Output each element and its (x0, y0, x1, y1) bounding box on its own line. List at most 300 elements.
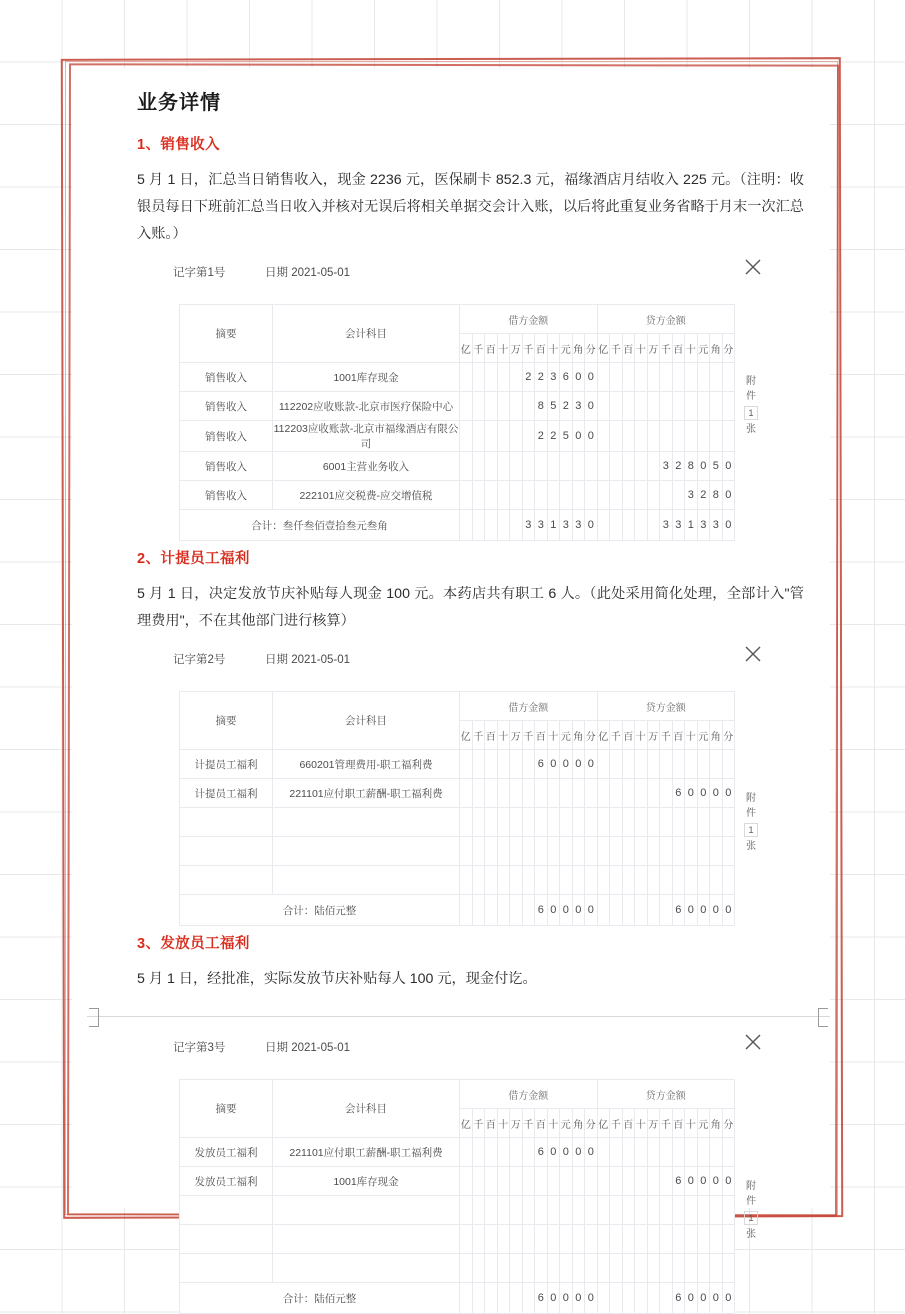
voucher-3-row-1-debit-digit-元: 0 (560, 1138, 573, 1167)
page-break-bracket-left (89, 1008, 99, 1027)
voucher-2-total-debit-digit-十 (497, 895, 510, 926)
voucher-2-blank-1-credit-digit-角 (710, 808, 723, 837)
voucher-3-blank-3-debit-digit-万 (510, 1254, 523, 1283)
voucher-3-row-1-debit-digit-百: 6 (535, 1138, 548, 1167)
voucher-3-blank-1-credit-digit-分 (722, 1196, 735, 1225)
voucher-1-row-2-debit-digit-分: 0 (585, 392, 598, 421)
voucher-2-blank-1-credit-digit-十 (685, 808, 698, 837)
voucher-2-blank-1-debit-digit-元 (560, 808, 573, 837)
col-header-credit-十: 十 (685, 1109, 698, 1138)
voucher-3-blank-1-debit-digit-百 (485, 1196, 498, 1225)
voucher-2-row-1-credit-digit-百 (622, 750, 635, 779)
col-header-debit-万: 万 (510, 1109, 523, 1138)
voucher-1-total-debit-digit-万 (510, 510, 523, 541)
voucher-2-blank-1-debit-digit-十 (497, 808, 510, 837)
col-header-debit-百: 百 (485, 721, 498, 750)
voucher-1-row-4-credit-digit-角: 5 (710, 452, 723, 481)
voucher-3-total-debit-digit-分: 0 (585, 1283, 598, 1314)
voucher-3-total-credit-digit-亿 (597, 1283, 610, 1314)
voucher-3-blank-2-credit-digit-百 (672, 1225, 685, 1254)
voucher-2-blank-2-debit-digit-百 (535, 837, 548, 866)
voucher-1-row-5-credit-digit-分: 0 (722, 481, 735, 510)
attachment-count: 1 (744, 406, 758, 420)
voucher-1-row-1-debit-digit-元: 6 (560, 363, 573, 392)
col-header-debit-角: 角 (572, 334, 585, 363)
attachment-label-line2: 件 (746, 1196, 756, 1207)
voucher-3 (137, 1033, 808, 1314)
voucher-3-row-2-credit-digit-分: 0 (722, 1167, 735, 1196)
voucher-3-row-1-debit-digit-千 (472, 1138, 485, 1167)
voucher-3-row-2-account: 1001库存现金 (273, 1167, 460, 1196)
voucher-2-row-1-debit-digit-千 (522, 750, 535, 779)
voucher-3-row-2-debit-digit-千 (522, 1167, 535, 1196)
voucher-2-blank-2-credit-digit-百 (672, 837, 685, 866)
voucher-3-row-2-credit-digit-亿 (597, 1167, 610, 1196)
voucher-1-row-1-debit-digit-百 (485, 363, 498, 392)
voucher-2-row-1-debit-digit-十: 0 (547, 750, 560, 779)
col-header-debit-万: 万 (510, 334, 523, 363)
table-row (180, 779, 735, 808)
voucher-2-blank-2-debit-digit-分 (585, 837, 598, 866)
attachment-label-line4: 张 (746, 1229, 756, 1240)
voucher-1-row-5-debit-digit-万 (510, 481, 523, 510)
voucher-1-row-4-credit-digit-元: 0 (697, 452, 710, 481)
voucher-1-row-4-credit-digit-分: 0 (722, 452, 735, 481)
attachment-label-line1: 附 (746, 1181, 756, 1192)
voucher-3-total-debit-digit-元: 0 (560, 1283, 573, 1314)
voucher-3-row-2-debit-digit-亿 (460, 1167, 473, 1196)
voucher-2-row-1-credit-digit-元 (697, 750, 710, 779)
voucher-1-row-4-credit-digit-十: 8 (685, 452, 698, 481)
voucher-1-row-5-debit-digit-十 (547, 481, 560, 510)
voucher-1-row-3-debit-digit-千 (522, 421, 535, 452)
voucher-2-total-credit-digit-元: 0 (697, 895, 710, 926)
voucher-1-row-1-debit-digit-千: 2 (522, 363, 535, 392)
col-header-debit-百: 百 (535, 721, 548, 750)
voucher-1-row-1-debit-digit-分: 0 (585, 363, 598, 392)
voucher-2-total-debit-digit-万 (510, 895, 523, 926)
voucher-1-row-4-credit-digit-百: 2 (672, 452, 685, 481)
voucher-2-blank-1-account (273, 808, 460, 837)
voucher-1-row-4-credit-digit-千: 3 (660, 452, 673, 481)
voucher-1-row-5-credit-digit-百 (672, 481, 685, 510)
voucher-3-blank-2-account (273, 1225, 460, 1254)
voucher-1-row-1-debit-digit-十: 3 (547, 363, 560, 392)
voucher-1-row-1-credit-digit-百 (622, 363, 635, 392)
voucher-2-blank-1-credit-digit-百 (672, 808, 685, 837)
voucher-1-row-5-debit-digit-亿 (460, 481, 473, 510)
voucher-3-blank-3-debit-digit-分 (585, 1254, 598, 1283)
voucher-3-blank-2-credit-digit-亿 (597, 1225, 610, 1254)
col-header-debit-十: 十 (547, 721, 560, 750)
voucher-3-row-1-debit-digit-十: 0 (547, 1138, 560, 1167)
voucher-1-row-3-credit-digit-千 (660, 421, 673, 452)
voucher-3-blank-1-credit-digit-百 (672, 1196, 685, 1225)
voucher-1-row-2-credit-digit-万 (647, 392, 660, 421)
voucher-2-blank-1-credit-digit-万 (647, 808, 660, 837)
voucher-1-row-4-debit-digit-千 (472, 452, 485, 481)
voucher-2-blank-2-credit-digit-百 (622, 837, 635, 866)
col-header-debit-元: 元 (560, 334, 573, 363)
col-header-credit-百: 百 (672, 721, 685, 750)
voucher-1-row-1-credit-digit-万 (647, 363, 660, 392)
voucher-1-total-debit-digit-十 (497, 510, 510, 541)
voucher-1-row-3-credit-digit-百 (622, 421, 635, 452)
voucher-1-row-5-debit-digit-十 (497, 481, 510, 510)
voucher-3-row-2-credit-digit-十: 0 (685, 1167, 698, 1196)
voucher-2-row-2-debit-digit-百 (485, 779, 498, 808)
voucher-1-total-debit-digit-百: 3 (535, 510, 548, 541)
voucher-1-row-3-debit-digit-元: 5 (560, 421, 573, 452)
voucher-1-row-2-debit-digit-百 (485, 392, 498, 421)
voucher-1-row-2-debit-digit-百: 8 (535, 392, 548, 421)
section-paragraph-2: 5 月 1 日，决定发放节庆补贴每人现金 100 元。本药店共有职工 6 人。（此处采用简化处理，全部计入"管理费用"，不在其他部门进行核算） (137, 586, 804, 629)
voucher-2-total-row (180, 895, 735, 926)
col-header-credit-元: 元 (697, 721, 710, 750)
voucher-2-blank-1-credit-digit-千 (610, 808, 623, 837)
voucher-1-row-3-account: 112203应收账款-北京市福缘酒店有限公司 (273, 421, 460, 452)
voucher-2-blank-1-debit-digit-分 (585, 808, 598, 837)
col-header-debit-角: 角 (572, 1109, 585, 1138)
voucher-3-total-debit-digit-千 (522, 1283, 535, 1314)
col-header-credit-千: 千 (610, 334, 623, 363)
voucher-3-row-1-debit-digit-万 (510, 1138, 523, 1167)
voucher-3-row-2-credit-digit-百 (622, 1167, 635, 1196)
voucher-3-row-2-debit-digit-元 (560, 1167, 573, 1196)
voucher-1-row-3-debit-digit-十: 2 (547, 421, 560, 452)
voucher-2-row-1-debit-digit-分: 0 (585, 750, 598, 779)
voucher-3-blank-2-debit-digit-十 (497, 1225, 510, 1254)
voucher-3-blank-3-debit-digit-元 (560, 1254, 573, 1283)
voucher-3-blank-1-credit-digit-元 (697, 1196, 710, 1225)
voucher-3-blank-3-debit-digit-百 (535, 1254, 548, 1283)
voucher-3-total-debit-digit-百 (485, 1283, 498, 1314)
voucher-3-blank-1-credit-digit-十 (685, 1196, 698, 1225)
close-icon[interactable] (742, 256, 764, 278)
voucher-2-blank-2-credit-digit-十 (685, 837, 698, 866)
voucher-1-row-5-credit-digit-千 (660, 481, 673, 510)
section-heading-3: 3、发放员工福利 (137, 936, 250, 952)
voucher-1-row-4-credit-digit-万 (647, 452, 660, 481)
table-row-blank (180, 866, 735, 895)
voucher-2-table (179, 691, 735, 926)
voucher-3-total-credit-digit-千 (610, 1283, 623, 1314)
voucher-1-row-5-credit-digit-十: 3 (685, 481, 698, 510)
voucher-1-row-5-debit-digit-角 (572, 481, 585, 510)
voucher-3-row-1-account: 221101应付职工薪酬-职工福利费 (273, 1138, 460, 1167)
voucher-2-blank-3-summary (180, 866, 273, 895)
voucher-3-row-2-debit-digit-分 (585, 1167, 598, 1196)
voucher-1-row-4-debit-digit-十 (497, 452, 510, 481)
voucher-1-row-4-debit-digit-亿 (460, 452, 473, 481)
col-header-credit-百: 百 (672, 334, 685, 363)
voucher-1-row-5-summary: 销售收入 (180, 481, 273, 510)
voucher-1-row-5-debit-digit-元 (560, 481, 573, 510)
voucher-1-row-1-credit-digit-千 (660, 363, 673, 392)
page-break-bracket-right (818, 1008, 828, 1027)
voucher-2-blank-1-credit-digit-千 (660, 808, 673, 837)
col-header-credit-千: 千 (660, 721, 673, 750)
voucher-2-blank-3-debit-digit-千 (522, 866, 535, 895)
voucher-3-row-1-credit-digit-十 (635, 1138, 648, 1167)
voucher-2-row-2-credit-digit-千 (610, 779, 623, 808)
col-header-summary: 摘要 (180, 305, 273, 363)
voucher-2-row-1-debit-digit-千 (472, 750, 485, 779)
voucher-1-total-credit-digit-万 (647, 510, 660, 541)
voucher-3-blank-2-debit-digit-千 (472, 1225, 485, 1254)
voucher-3-blank-2-debit-digit-万 (510, 1225, 523, 1254)
voucher-1-row-3-credit-digit-角 (710, 421, 723, 452)
col-header-credit-百: 百 (622, 334, 635, 363)
voucher-2-row-1-account: 660201管理费用-职工福利费 (273, 750, 460, 779)
voucher-3-row-1-credit-digit-分 (722, 1138, 735, 1167)
col-header-debit-亿: 亿 (460, 721, 473, 750)
voucher-1-total-debit-digit-角: 3 (572, 510, 585, 541)
voucher-3-number: 记字第3号 (173, 1042, 226, 1054)
voucher-3-blank-1-debit-digit-千 (522, 1196, 535, 1225)
voucher-3-blank-3-debit-digit-百 (485, 1254, 498, 1283)
voucher-3-total-debit-digit-十 (497, 1283, 510, 1314)
voucher-2-blank-1-debit-digit-百 (535, 808, 548, 837)
voucher-2-header (137, 645, 808, 671)
voucher-1-row-5-debit-digit-千 (522, 481, 535, 510)
col-header-debit-千: 千 (472, 721, 485, 750)
voucher-2-blank-3-debit-digit-十 (497, 866, 510, 895)
voucher-1-row-4-summary: 销售收入 (180, 452, 273, 481)
voucher-2-table-wrap (137, 671, 808, 926)
voucher-2-blank-2-account (273, 837, 460, 866)
voucher-2-blank-3-credit-digit-亿 (597, 866, 610, 895)
voucher-3-blank-1-summary (180, 1196, 273, 1225)
voucher-2-blank-3-credit-digit-角 (710, 866, 723, 895)
voucher-3-row-1-debit-digit-亿 (460, 1138, 473, 1167)
voucher-1-header (137, 258, 808, 284)
voucher-3-blank-2-credit-digit-百 (622, 1225, 635, 1254)
voucher-2-blank-3-credit-digit-千 (660, 866, 673, 895)
voucher-2-total-debit-digit-亿 (460, 895, 473, 926)
voucher-1-row-2-credit-digit-角 (710, 392, 723, 421)
voucher-2-blank-2-debit-digit-千 (522, 837, 535, 866)
voucher-3-blank-2-credit-digit-元 (697, 1225, 710, 1254)
voucher-3-row-2-debit-digit-百 (535, 1167, 548, 1196)
voucher-1-row-4-debit-digit-百 (485, 452, 498, 481)
voucher-2-blank-3-debit-digit-百 (535, 866, 548, 895)
voucher-1-row-2-debit-digit-十: 5 (547, 392, 560, 421)
voucher-3-blank-3-debit-digit-十 (497, 1254, 510, 1283)
voucher-2-row-1-summary: 计提员工福利 (180, 750, 273, 779)
voucher-3-blank-1-debit-digit-角 (572, 1196, 585, 1225)
voucher-3-row-1-debit-digit-分: 0 (585, 1138, 598, 1167)
voucher-3-blank-2-credit-digit-万 (647, 1225, 660, 1254)
voucher-2-row-2-debit-digit-亿 (460, 779, 473, 808)
voucher-2-total-debit-digit-角: 0 (572, 895, 585, 926)
voucher-2-blank-2-debit-digit-千 (472, 837, 485, 866)
voucher-1-row-5-debit-digit-百 (485, 481, 498, 510)
voucher-1-row-1-credit-digit-亿 (597, 363, 610, 392)
voucher-2-blank-3-account (273, 866, 460, 895)
voucher-1-row-2-debit-digit-千 (472, 392, 485, 421)
voucher-3-row-2-debit-digit-万 (510, 1167, 523, 1196)
voucher-2-row-2-debit-digit-百 (535, 779, 548, 808)
col-header-debit-千: 千 (522, 721, 535, 750)
voucher-2-row-1-debit-digit-万 (510, 750, 523, 779)
voucher-1-row-5-credit-digit-百 (622, 481, 635, 510)
voucher-2-blank-1-debit-digit-十 (547, 808, 560, 837)
voucher-3-blank-3-credit-digit-十 (685, 1254, 698, 1283)
voucher-1-row-2-credit-digit-千 (660, 392, 673, 421)
col-header-credit-亿: 亿 (597, 721, 610, 750)
voucher-3-total-debit-digit-百: 6 (535, 1283, 548, 1314)
voucher-1-total-label: 合计：叁仟叁佰壹拾叁元叁角 (180, 510, 460, 541)
page-break-marker (137, 1003, 808, 1029)
voucher-2-row-2-credit-digit-亿 (597, 779, 610, 808)
voucher-2-blank-3-debit-digit-分 (585, 866, 598, 895)
voucher-1-row-2-credit-digit-分 (722, 392, 735, 421)
voucher-3-total-credit-digit-分: 0 (722, 1283, 735, 1314)
voucher-1-total-debit-digit-元: 3 (560, 510, 573, 541)
voucher-3-row-1-credit-digit-亿 (597, 1138, 610, 1167)
table-row (180, 481, 735, 510)
voucher-3-blank-2-debit-digit-十 (547, 1225, 560, 1254)
voucher-2-blank-1-debit-digit-万 (510, 808, 523, 837)
voucher-2-total-credit-digit-亿 (597, 895, 610, 926)
voucher-1-total-credit-digit-百: 3 (672, 510, 685, 541)
col-header-credit-角: 角 (710, 334, 723, 363)
voucher-2-blank-3-debit-digit-千 (472, 866, 485, 895)
col-header-debit-group: 借方金额 (460, 305, 598, 334)
voucher-1-row-3-credit-digit-十 (635, 421, 648, 452)
voucher-1-row-2-debit-digit-千 (522, 392, 535, 421)
col-header-debit-十: 十 (497, 1109, 510, 1138)
voucher-3-total-debit-digit-十: 0 (547, 1283, 560, 1314)
voucher-2-blank-3-credit-digit-千 (610, 866, 623, 895)
voucher-2-blank-3-debit-digit-万 (510, 866, 523, 895)
voucher-1-row-4-credit-digit-千 (610, 452, 623, 481)
voucher-3-blank-1-credit-digit-千 (610, 1196, 623, 1225)
voucher-3-total-credit-digit-百: 6 (672, 1283, 685, 1314)
voucher-3-row-2-debit-digit-角 (572, 1167, 585, 1196)
section-heading-1: 1、销售收入 (137, 137, 220, 153)
col-header-credit-group: 贷方金额 (597, 692, 735, 721)
col-header-debit-分: 分 (585, 334, 598, 363)
col-header-account: 会计科目 (273, 1080, 460, 1138)
voucher-2-blank-1-debit-digit-千 (472, 808, 485, 837)
voucher-1-total-credit-digit-亿 (597, 510, 610, 541)
voucher-3-blank-3-credit-digit-万 (647, 1254, 660, 1283)
voucher-2-blank-1-debit-digit-角 (572, 808, 585, 837)
voucher-2-total-credit-digit-千 (660, 895, 673, 926)
table-row-blank (180, 1254, 735, 1283)
voucher-1-row-3-debit-digit-百 (485, 421, 498, 452)
voucher-2-date: 日期 2021-05-01 (265, 654, 351, 666)
voucher-2-blank-2-debit-digit-元 (560, 837, 573, 866)
voucher-2-row-2-credit-digit-分: 0 (722, 779, 735, 808)
col-header-credit-万: 万 (647, 721, 660, 750)
voucher-2-row-2-debit-digit-元 (560, 779, 573, 808)
voucher-3-row-1-debit-digit-百 (485, 1138, 498, 1167)
voucher-3-blank-2-debit-digit-亿 (460, 1225, 473, 1254)
col-header-debit-十: 十 (497, 721, 510, 750)
col-header-credit-十: 十 (635, 721, 648, 750)
voucher-1-row-1-credit-digit-分 (722, 363, 735, 392)
voucher-1-total-debit-digit-亿 (460, 510, 473, 541)
voucher-1-row-3-summary: 销售收入 (180, 421, 273, 452)
voucher-2-total-credit-digit-十 (635, 895, 648, 926)
voucher-2-total-credit-digit-万 (647, 895, 660, 926)
voucher-2-blank-2-debit-digit-万 (510, 837, 523, 866)
voucher-2-blank-1-summary (180, 808, 273, 837)
voucher-2-blank-3-credit-digit-百 (622, 866, 635, 895)
voucher-1-row-5-credit-digit-元: 2 (697, 481, 710, 510)
voucher-2-total-debit-digit-千 (472, 895, 485, 926)
attachment-count: 1 (744, 1211, 758, 1225)
voucher-1-row-2-credit-digit-十 (685, 392, 698, 421)
voucher-3-blank-2-debit-digit-百 (485, 1225, 498, 1254)
voucher-3-total-debit-digit-万 (510, 1283, 523, 1314)
voucher-3-total-credit-digit-百 (622, 1283, 635, 1314)
voucher-3-blank-2-credit-digit-千 (660, 1225, 673, 1254)
voucher-1-row-1-account: 1001库存现金 (273, 363, 460, 392)
voucher-2-row-1-credit-digit-千 (660, 750, 673, 779)
voucher-1-row-5-credit-digit-亿 (597, 481, 610, 510)
voucher-2-blank-1-debit-digit-千 (522, 808, 535, 837)
close-icon[interactable] (742, 1031, 764, 1053)
col-header-credit-万: 万 (647, 1109, 660, 1138)
voucher-3-row-2-debit-digit-千 (472, 1167, 485, 1196)
voucher-3-total-credit-digit-元: 0 (697, 1283, 710, 1314)
col-header-debit-亿: 亿 (460, 1109, 473, 1138)
voucher-2-blank-3-credit-digit-百 (672, 866, 685, 895)
col-header-debit-角: 角 (572, 721, 585, 750)
voucher-2-row-1-debit-digit-百 (485, 750, 498, 779)
voucher-2-row-2-account: 221101应付职工薪酬-职工福利费 (273, 779, 460, 808)
col-header-credit-亿: 亿 (597, 1109, 610, 1138)
voucher-1-row-5-debit-digit-百 (535, 481, 548, 510)
voucher-1-row-2-credit-digit-亿 (597, 392, 610, 421)
voucher-3-blank-2-credit-digit-十 (685, 1225, 698, 1254)
voucher-1-row-5-credit-digit-角: 8 (710, 481, 723, 510)
voucher-2-blank-2-credit-digit-万 (647, 837, 660, 866)
voucher-3-row-2-credit-digit-百: 6 (672, 1167, 685, 1196)
voucher-3-blank-3-debit-digit-角 (572, 1254, 585, 1283)
voucher-1-row-1-credit-digit-百 (672, 363, 685, 392)
attachment-label-line2: 件 (746, 391, 756, 402)
voucher-2-row-1-credit-digit-千 (610, 750, 623, 779)
voucher-3-blank-1-debit-digit-千 (472, 1196, 485, 1225)
voucher-1-row-2-credit-digit-十 (635, 392, 648, 421)
close-icon[interactable] (742, 643, 764, 665)
table-row-blank (180, 1225, 735, 1254)
voucher-3-blank-1-credit-digit-角 (710, 1196, 723, 1225)
voucher-3-row-1-credit-digit-千 (660, 1138, 673, 1167)
voucher-2-row-1-credit-digit-角 (710, 750, 723, 779)
voucher-3-blank-3-credit-digit-百 (622, 1254, 635, 1283)
voucher-3-blank-3-credit-digit-千 (660, 1254, 673, 1283)
voucher-2-blank-2-credit-digit-元 (697, 837, 710, 866)
voucher-1-table-wrap (137, 284, 808, 541)
voucher-2-row-2-credit-digit-十: 0 (685, 779, 698, 808)
voucher-3-row-1-debit-digit-角: 0 (572, 1138, 585, 1167)
voucher-3-blank-1-credit-digit-千 (660, 1196, 673, 1225)
voucher-3-row-2-summary: 发放员工福利 (180, 1167, 273, 1196)
voucher-3-row-1-credit-digit-百 (672, 1138, 685, 1167)
voucher-1-total-debit-digit-千 (472, 510, 485, 541)
voucher-1-row-3-debit-digit-十 (497, 421, 510, 452)
voucher-2-row-2-debit-digit-万 (510, 779, 523, 808)
voucher-2-blank-3-debit-digit-亿 (460, 866, 473, 895)
voucher-3-total-credit-digit-角: 0 (710, 1283, 723, 1314)
voucher-1-row-1-debit-digit-亿 (460, 363, 473, 392)
